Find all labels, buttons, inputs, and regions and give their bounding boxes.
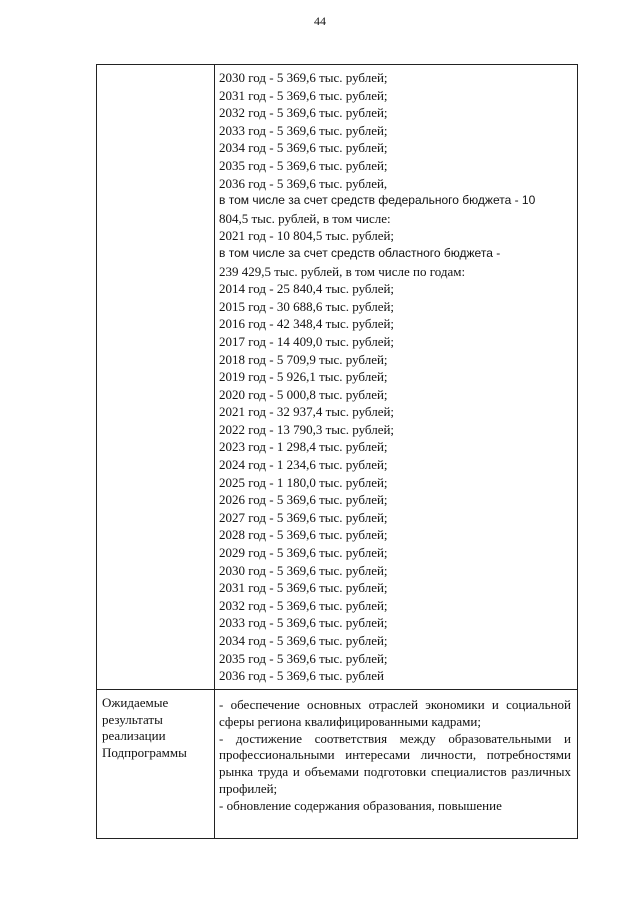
results-label-line: Подпрограммы <box>102 744 187 760</box>
finance-line: 2029 год - 5 369,6 тыс. рублей; <box>219 545 388 561</box>
finance-line: 2030 год - 5 369,6 тыс. рублей; <box>219 562 388 578</box>
results-label-cell <box>97 690 215 839</box>
finance-line: 2036 год - 5 369,6 тыс. рублей, <box>219 175 388 191</box>
finance-line: 2021 год - 10 804,5 тыс. рублей; <box>219 228 395 244</box>
finance-line: 2023 год - 1 298,4 тыс. рублей; <box>219 439 388 455</box>
finance-line: 2034 год - 5 369,6 тыс. рублей; <box>219 140 388 156</box>
finance-line: 2035 год - 5 369,6 тыс. рублей; <box>219 650 388 666</box>
finance-line: 2017 год - 14 409,0 тыс. рублей; <box>219 333 395 349</box>
finance-row <box>97 65 578 690</box>
finance-line: 2032 год - 5 369,6 тыс. рублей; <box>219 597 388 613</box>
finance-line: 2033 год - 5 369,6 тыс. рублей; <box>219 122 388 138</box>
finance-line: 2020 год - 5 000,8 тыс. рублей; <box>219 386 388 402</box>
results-label-line: Ожидаемые <box>102 695 169 710</box>
finance-line: 2028 год - 5 369,6 тыс. рублей; <box>219 527 388 543</box>
finance-line: 2031 год - 5 369,6 тыс. рублей; <box>219 580 388 596</box>
finance-line: 2033 год - 5 369,6 тыс. рублей; <box>219 615 388 631</box>
results-paragraph: - обновление содержания образования, повышение <box>219 797 502 813</box>
finance-line: 2025 год - 1 180,0 тыс. рублей; <box>219 474 388 490</box>
finance-line: 2027 год - 5 369,6 тыс. рублей; <box>219 509 388 525</box>
finance-label-cell <box>97 65 215 690</box>
finance-line: 2032 год - 5 369,6 тыс. рублей; <box>219 105 388 121</box>
page-number: 44 <box>314 14 326 28</box>
finance-line: 2035 год - 5 369,6 тыс. рублей; <box>219 157 388 173</box>
results-label-line: результаты <box>102 711 163 727</box>
finance-line: 2030 год - 5 369,6 тыс. рублей; <box>219 70 388 85</box>
results-paragraph: - обеспечение основных отраслей экономики и социальной сферы региона квалифицированными кадрами; <box>219 697 571 729</box>
finance-line: 239 429,5 тыс. рублей, в том числе по годам: <box>219 263 466 279</box>
finance-line: в том числе за счет средств областного бюджета - <box>219 245 501 260</box>
results-row <box>97 690 578 839</box>
finance-line: 2014 год - 25 840,4 тыс. рублей; <box>219 281 395 297</box>
finance-line: 2036 год - 5 369,6 тыс. рублей <box>219 668 384 684</box>
results-text <box>215 690 577 815</box>
finance-line: 2021 год - 32 937,4 тыс. рублей; <box>219 404 395 420</box>
finance-line: 2022 год - 13 790,3 тыс. рублей; <box>219 421 395 437</box>
finance-lines <box>215 65 577 685</box>
finance-line: 2031 год - 5 369,6 тыс. рублей; <box>219 87 388 103</box>
finance-line: в том числе за счет средств федерального бюджета - 10 <box>219 193 536 208</box>
results-value-cell <box>215 690 578 839</box>
results-paragraph: - достижение соответствия между образовательными и профессиональными интересами личности, потребностями рынка труда и объемами подготовки специалистов различных профилей; <box>219 730 571 796</box>
finance-line: 2015 год - 30 688,6 тыс. рублей; <box>219 298 395 314</box>
finance-line: 2026 год - 5 369,6 тыс. рублей; <box>219 492 388 508</box>
finance-line: 2016 год - 42 348,4 тыс. рублей; <box>219 316 395 332</box>
subprogram-passport-table <box>96 64 578 839</box>
finance-line: 2019 год - 5 926,1 тыс. рублей; <box>219 369 388 385</box>
results-label <box>97 690 214 761</box>
finance-line: 2034 год - 5 369,6 тыс. рублей; <box>219 633 388 648</box>
finance-line: 804,5 тыс. рублей, в том числе: <box>219 210 391 226</box>
finance-line: 2024 год - 1 234,6 тыс. рублей; <box>219 457 388 473</box>
results-label-line: реализации <box>102 728 166 743</box>
finance-value-cell <box>215 65 578 690</box>
finance-line: 2018 год - 5 709,9 тыс. рублей; <box>219 351 388 367</box>
